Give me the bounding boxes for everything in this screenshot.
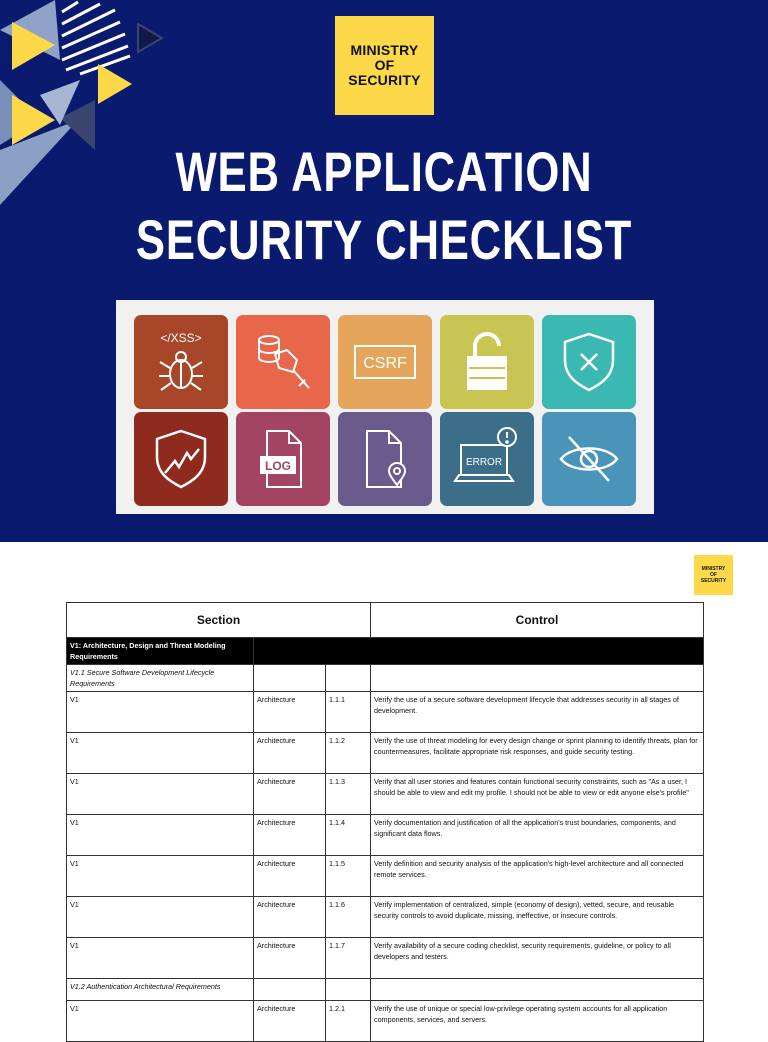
subsection-row [67,665,704,692]
csrf-label: CSRF [363,355,407,372]
row-control: Verify definition and security analysis of the application's high-level architecture and all connected remote services. [371,856,704,897]
row-section: V1 [67,774,254,815]
laptop-error-icon [440,412,534,506]
control-header: Control [371,603,704,638]
error-label: ERROR [465,457,503,468]
row-category: Architecture [254,897,326,938]
table-header-row [67,603,704,638]
logo-text-line: OF [374,57,395,73]
row-id: 1.1.4 [326,815,371,856]
table-row [67,1001,704,1042]
table-row [67,733,704,774]
csrf-icon [338,315,432,409]
subsection-title: V1.2 Authentication Architectural Requirements [67,979,254,1001]
row-control: Verify the use of threat modeling for every design change or sprint planning to identify threats, plan for countermeasures, facilitate appropriate risk responses, and guide security testing. [371,733,704,774]
v1-title: V1: Architecture, Design and Threat Modeling Requirements [67,638,254,665]
checklist-table [66,602,704,1042]
log-label: LOG [265,459,291,473]
cover-title-line-1: WEB APPLICATION [175,140,593,203]
row-category: Architecture [254,774,326,815]
table-row [67,815,704,856]
xss-bug-icon [134,315,228,409]
row-category: Architecture [254,692,326,733]
xss-label: </XSS> [160,331,202,345]
ministry-of-security-logo-small [694,555,733,595]
logo-text-line: MINISTRY [350,42,419,58]
file-location-icon [338,412,432,506]
logo-text-line: SECURITY [700,578,727,584]
row-control: Verify that all user stories and features contain functional security constraints, such as "As a user, I should be able to view and edit my profile. I should not be able to view or edit anyone else's profile" [371,774,704,815]
broken-shield-icon [134,412,228,506]
table-row [67,774,704,815]
table-row [67,897,704,938]
row-id: 1.1.6 [326,897,371,938]
cover-title-line-2: SECURITY CHECKLIST [135,208,633,271]
row-section: V1 [67,897,254,938]
ministry-of-security-logo [335,16,434,115]
row-category: Architecture [254,733,326,774]
row-control: Verify availability of a secure coding checklist, security requirements, guideline, or policy to all developers and testers. [371,938,704,979]
row-section: V1 [67,733,254,774]
table-row [67,856,704,897]
row-id: 1.1.7 [326,938,371,979]
row-id: 1.1.5 [326,856,371,897]
hidden-eye-icon [542,412,636,506]
row-id: 1.1.1 [326,692,371,733]
row-section: V1 [67,938,254,979]
padlock-open-icon [440,315,534,409]
row-category: Architecture [254,815,326,856]
database-injection-icon [236,315,330,409]
row-section: V1 [67,815,254,856]
row-control: Verify the use of unique or special low-privilege operating system accounts for all application components, services, and servers. [371,1001,704,1042]
shield-x-icon [542,315,636,409]
table-row [67,938,704,979]
row-id: 1.1.3 [326,774,371,815]
row-control: Verify documentation and justification of all the application's trust boundaries, components, and significant data flows. [371,815,704,856]
row-id: 1.2.1 [326,1001,371,1042]
v1-title-row [67,638,704,665]
row-section: V1 [67,692,254,733]
row-section: V1 [67,856,254,897]
logo-text-line: MINISTRY [701,566,726,572]
row-category: Architecture [254,938,326,979]
row-control: Verify implementation of centralized, simple (economy of design), vetted, secure, and reusable security controls to avoid duplicate, missing, ineffective, or insecure controls. [371,897,704,938]
section-header: Section [67,603,371,638]
row-category: Architecture [254,856,326,897]
subsection-title: V1.1 Secure Software Development Lifecycle Requirements [67,665,254,692]
logo-text-line: SECURITY [348,72,421,88]
row-category: Architecture [254,1001,326,1042]
logo-text-line: OF [710,572,717,578]
table-row [67,692,704,733]
row-id: 1.1.2 [326,733,371,774]
security-icon-panel [116,300,654,514]
subsection-row [67,979,704,1001]
row-section: V1 [67,1001,254,1042]
row-control: Verify the use of a secure software development lifecycle that addresses security in all stages of development. [371,692,704,733]
log-file-icon [236,412,330,506]
